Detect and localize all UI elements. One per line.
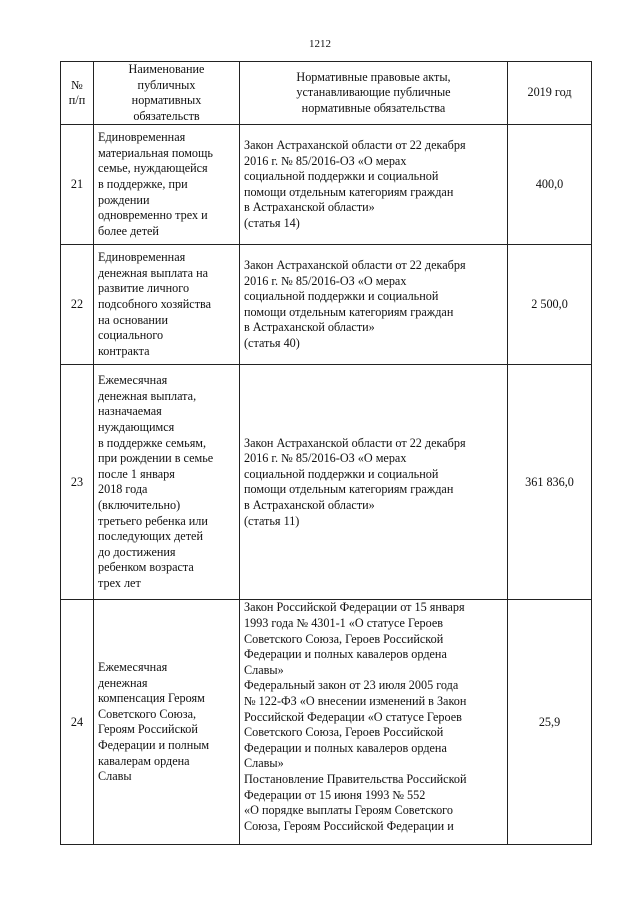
row-number: 24 <box>61 600 94 845</box>
obligation-name: Единовременная материальная помощь семье, нуждающейся в поддержке, при рождении одновременно трех и более детей <box>94 125 240 245</box>
header-num: № п/п <box>61 62 94 125</box>
obligations-table <box>60 61 592 845</box>
table-row <box>61 365 592 600</box>
legal-acts: Закон Астраханской области от 22 декабря 2016 г. № 85/2016-ОЗ «О мерах социальной поддержки и социальной помощи отдельным категориям граждан в Астраханской области» (статья 14) <box>240 125 508 245</box>
row-number: 22 <box>61 245 94 365</box>
table-header-row <box>61 62 592 125</box>
amount-2019: 25,9 <box>508 600 592 845</box>
header-year: 2019 год <box>508 62 592 125</box>
obligation-name: Единовременная денежная выплата на развитие личного подсобного хозяйства на основании социального контракта <box>94 245 240 365</box>
table-row <box>61 245 592 365</box>
legal-acts: Закон Российской Федерации от 15 января 1993 года № 4301-1 «О статусе Героев Советского Союза, Героев Российской Федерации и полных кавалеров ордена Славы» Федеральный закон от 23 июля 2005 года № 122-ФЗ «О внесении изменений в Закон Российской Федерации «О статусе Героев Советского Союза, Героев Российской Федерации и полных кавалеров ордена Славы» Постановление Правительства Российской Федерации от 15 июня 1993 № 552 «О порядке выплаты Героям Советского Союза, Героям Российской Федерации и <box>240 600 508 845</box>
amount-2019: 400,0 <box>508 125 592 245</box>
amount-2019: 361 836,0 <box>508 365 592 600</box>
obligation-name: Ежемесячная денежная компенсация Героям Советского Союза, Героям Российской Федерации и полным кавалерам ордена Славы <box>94 600 240 845</box>
header-name: Наименование публичных нормативных обязательств <box>94 62 240 125</box>
page-number: 1212 <box>309 38 331 50</box>
table-row <box>61 600 592 845</box>
legal-acts: Закон Астраханской области от 22 декабря 2016 г. № 85/2016-ОЗ «О мерах социальной поддержки и социальной помощи отдельным категориям граждан в Астраханской области» (статья 11) <box>240 365 508 600</box>
header-acts: Нормативные правовые акты, устанавливающие публичные нормативные обязательства <box>240 62 508 125</box>
obligation-name: Ежемесячная денежная выплата, назначаемая нуждающимся в поддержке семьям, при рождении в семье после 1 января 2018 года (включительно) третьего ребенка или последующих детей до достижения ребенком возраста трех лет <box>94 365 240 600</box>
legal-acts: Закон Астраханской области от 22 декабря 2016 г. № 85/2016-ОЗ «О мерах социальной поддержки и социальной помощи отдельным категориям граждан в Астраханской области» (статья 40) <box>240 245 508 365</box>
table-row <box>61 125 592 245</box>
row-number: 21 <box>61 125 94 245</box>
row-number: 23 <box>61 365 94 600</box>
amount-2019: 2 500,0 <box>508 245 592 365</box>
